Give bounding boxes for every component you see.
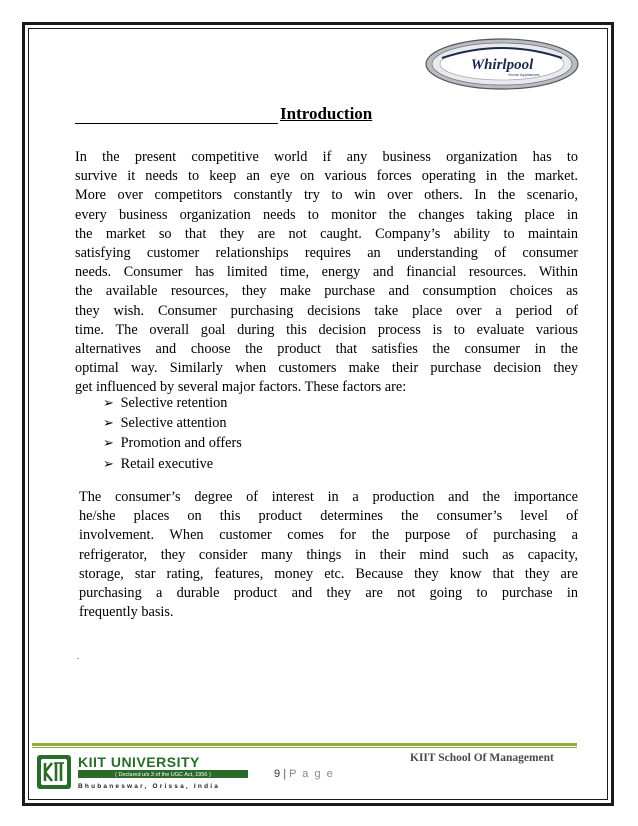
footer-school-name: KIIT School Of Management — [410, 752, 554, 764]
page-number-footer — [274, 768, 334, 780]
paragraph-line: alternatives and choose the product that satisfies the consumer in the — [75, 341, 578, 358]
list-item — [103, 433, 242, 453]
paragraph-line: refrigerator, they consider many things in their mind such as capacity, — [79, 546, 578, 563]
paragraph-line: satisfying customer relationships requires an understanding of consumer — [75, 245, 578, 262]
arrow-bullet-icon: ➢ — [103, 435, 114, 451]
factors-list — [103, 393, 242, 474]
kiit-university-name: KIIT UNIVERSITY — [78, 754, 200, 770]
paragraph-line: get influenced by several major factors. These factors are: — [75, 379, 407, 396]
footer-rule — [32, 743, 577, 746]
list-item — [103, 413, 242, 433]
section-heading — [75, 104, 578, 126]
list-item-label: Selective attention — [120, 415, 227, 432]
footer-rule-thin — [32, 747, 577, 748]
whirlpool-tagline: Home Appliances — [508, 72, 540, 77]
kiit-emblem-icon — [37, 755, 71, 789]
kiit-location: Bhubaneswar, Orissa, India — [78, 783, 221, 790]
list-item-label: Retail executive — [120, 455, 214, 472]
list-item — [103, 454, 242, 474]
paragraph-line: In the present competitive world if any business organization has to — [75, 149, 578, 165]
paragraph-line: purchasing a durable product and they are not going to purchase in — [79, 585, 578, 602]
paragraph-line: time. The overall goal during this decision process is to evaluate various — [75, 321, 578, 338]
kiit-tagline: ( Declared u/s 3 of the UGC Act, 1956 ) — [115, 772, 211, 778]
paragraph-line: he/she places on this product determines the consumer’s level of — [79, 508, 578, 525]
kiit-university-logo — [36, 752, 251, 794]
list-item-label: Promotion and offers — [120, 435, 242, 452]
paragraph-line: More over competitors constantly try to win over others. In the scenario, — [75, 187, 578, 204]
paragraph-line: storage, star rating, features, money etc. Because they know that they are — [79, 565, 578, 582]
paragraph-line: they wish. Consumer purchasing decisions take place over a period of — [75, 302, 578, 319]
whirlpool-logo — [424, 36, 580, 92]
paragraph-line: frequently basis. — [79, 604, 174, 621]
paragraph-line: the market so that they are not caught. Company’s ability to maintain — [75, 225, 578, 242]
arrow-bullet-icon: ➢ — [103, 395, 114, 410]
arrow-bullet-icon: ➢ — [103, 415, 114, 431]
whirlpool-brand: Whirlpool — [470, 57, 534, 73]
paragraph-line: every business organization needs to monitor the changes taking place in — [75, 206, 578, 223]
page-title: Introduction — [280, 104, 373, 123]
list-item-label: Selective retention — [120, 395, 228, 411]
arrow-bullet-icon: ➢ — [103, 455, 114, 471]
page-number: 9 — [274, 768, 281, 780]
paragraph-line: involvement. When customer comes for the purpose of purchasing a — [79, 527, 578, 544]
page-label: P a g e — [289, 768, 335, 780]
paragraph-line: The consumer’s degree of interest in a production and the importance — [79, 489, 578, 505]
paragraph-line: survive it needs to keep an eye on various forces operating in the market. — [75, 168, 578, 185]
heading-rule — [75, 123, 278, 124]
list-item — [103, 393, 242, 413]
paragraph-line: needs. Consumer has limited time, energy and financial resources. Within — [75, 264, 578, 281]
stray-mark: . — [77, 652, 79, 661]
involvement-paragraph — [79, 488, 578, 622]
paragraph-line: optimal way. Similarly when customers make their purchase decision they — [75, 360, 578, 377]
page-separator: | — [283, 768, 287, 780]
paragraph-line: the available resources, they make purchase and consumption choices as — [75, 283, 578, 300]
intro-paragraph — [75, 148, 578, 398]
